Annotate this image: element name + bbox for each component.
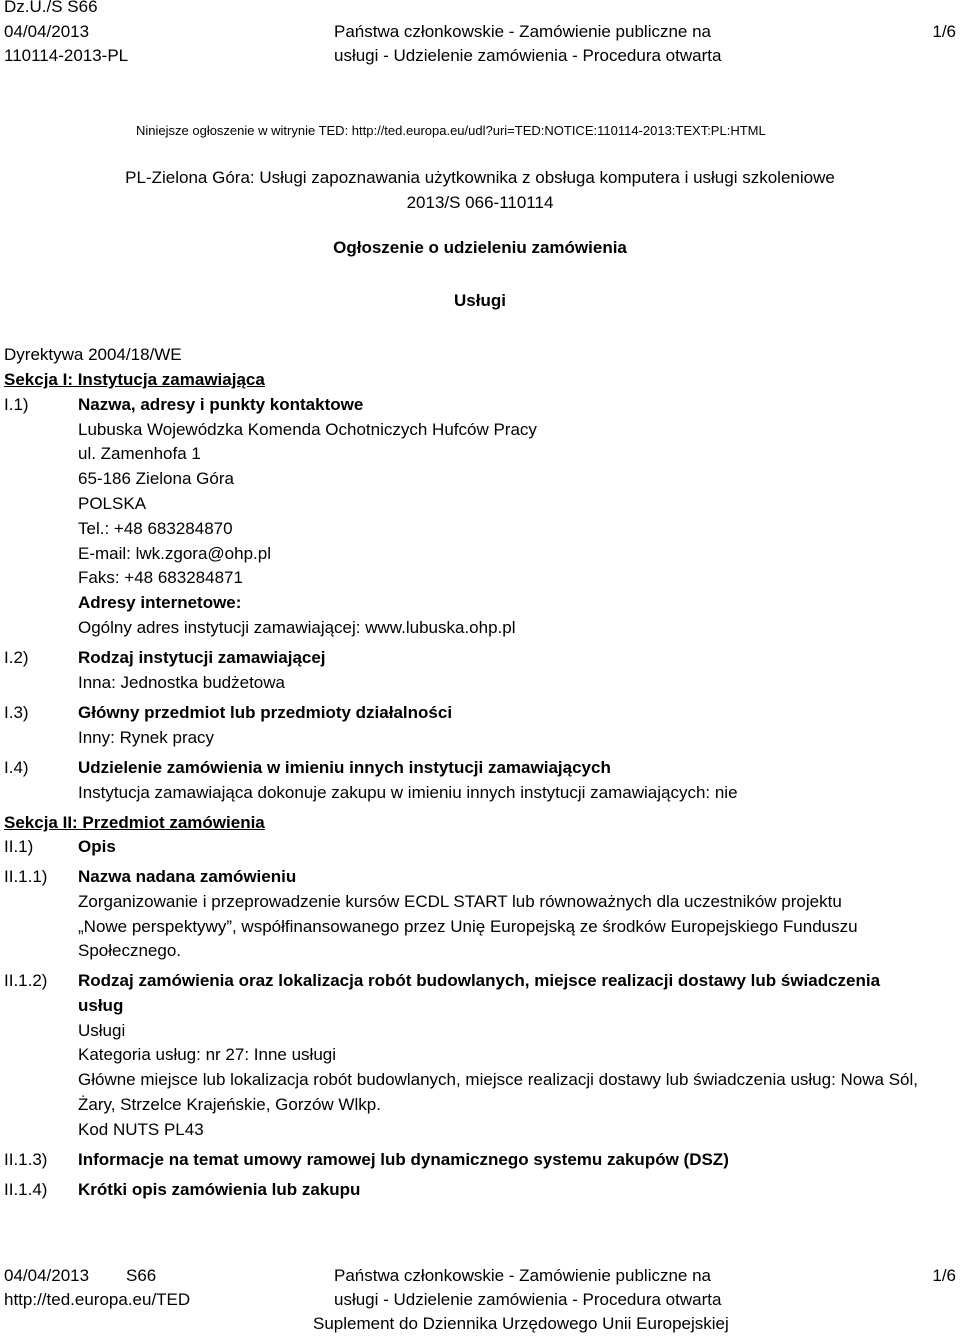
ii11-text-line2: „Nowe perspektywy”, współfinansowanego przez Unię Europejską ze środków Europejskiego Funduszu <box>78 917 858 936</box>
ii12-nuts: Kod NUTS PL43 <box>78 1120 204 1139</box>
ii11-text-line1: Zorganizowanie i przeprowadzenie kursów ECDL START lub równoważnych dla uczestników projektu <box>78 892 842 911</box>
i3-title: Główny przedmiot lub przedmioty działalności <box>78 703 453 722</box>
email-row <box>78 544 271 564</box>
i3-value: Inny: Rynek pracy <box>78 728 215 747</box>
street: ul. Zamenhofa 1 <box>78 444 201 463</box>
ii12-number: II.1.2) <box>4 971 48 990</box>
i2-title: Rodzaj instytucji zamawiającej <box>78 648 326 667</box>
ii13-title: Informacje na temat umowy ramowej lub dynamicznego systemu zakupów (DSZ) <box>78 1150 729 1169</box>
email-link[interactable]: lwk.zgora@ohp.pl <box>135 544 272 563</box>
section2-heading: Sekcja II: Przedmiot zamówienia <box>4 813 265 832</box>
i4-title: Udzielenie zamówienia w imieniu innych instytucji zamawiających <box>78 758 611 777</box>
i1-title: Nazwa, adresy i punkty kontaktowe <box>78 395 364 414</box>
ii1-title: Opis <box>78 837 116 856</box>
header-page-number: 1/6 <box>932 22 956 41</box>
document-number: 2013/S 066-110114 <box>406 193 554 212</box>
footer-title-line2: usługi - Udzielenie zamówienia - Procedura otwarta <box>334 1290 722 1309</box>
i4-value: Instytucja zamawiająca dokonuje zakupu w imieniu innych instytucji zamawiających: nie <box>78 783 738 802</box>
ii11-text-line3: Społecznego. <box>78 941 182 960</box>
footer-title-line1: Państwa członkowskie - Zamówienie publiczne na <box>334 1266 712 1285</box>
directive: Dyrektywa 2004/18/WE <box>4 345 182 364</box>
general-address-link[interactable]: www.lubuska.ohp.pl <box>365 618 516 637</box>
country: POLSKA <box>78 494 147 513</box>
header-title-line1: Państwa członkowskie - Zamówienie publiczne na <box>334 22 712 41</box>
ii11-title: Nazwa nadana zamówieniu <box>78 867 297 886</box>
notice-type-heading: Ogłoszenie o udzieleniu zamówienia <box>333 238 627 257</box>
city: 65-186 Zielona Góra <box>78 469 234 488</box>
i2-value: Inna: Jednostka budżetowa <box>78 673 285 692</box>
journal-ref: Dz.U./S S66 <box>4 0 98 16</box>
document-title: PL-Zielona Góra: Usługi zapoznawania użytkownika z obsługa komputera i usługi szkoleniowe <box>125 168 835 187</box>
ii12-title-line2: usług <box>78 996 124 1015</box>
ii14-number: II.1.4) <box>4 1180 48 1199</box>
footer-page-number: 1/6 <box>932 1266 956 1285</box>
ii12-category: Kategoria usług: nr 27: Inne usługi <box>78 1045 337 1064</box>
footer-url[interactable]: http://ted.europa.eu/TED <box>4 1290 191 1309</box>
internet-addresses-heading: Adresy internetowe: <box>78 593 242 612</box>
i3-number: I.3) <box>4 703 29 722</box>
footer-date: 04/04/2013 <box>4 1266 90 1285</box>
i4-number: I.4) <box>4 758 29 777</box>
ii12-title-line1: Rodzaj zamówienia oraz lokalizacja robót budowlanych, miejsce realizacji dostawy lub świadczenia <box>78 971 881 990</box>
email-label: E-mail: <box>78 544 136 563</box>
ii12-place-line1: Główne miejsce lub lokalizacja robót budowlanych, miejsce realizacji dostawy lub świadczenia usług: Nowa Sól, <box>78 1070 919 1089</box>
i1-number: I.1) <box>4 395 29 414</box>
ii13-number: II.1.3) <box>4 1150 48 1169</box>
ii12-type: Usługi <box>78 1021 126 1040</box>
organisation-name: Lubuska Wojewódzka Komenda Ochotniczych Hufców Pracy <box>78 420 537 439</box>
ii14-title: Krótki opis zamówienia lub zakupu <box>78 1180 361 1199</box>
general-address-row <box>78 618 516 638</box>
general-address-label: Ogólny adres instytucji zamawiającej: <box>78 618 366 637</box>
telephone: Tel.: +48 683284870 <box>78 519 233 538</box>
i2-number: I.2) <box>4 648 29 667</box>
footer-series: S66 <box>126 1266 157 1285</box>
ii12-place-line2: Żary, Strzelce Krajeńskie, Gorzów Wlkp. <box>78 1095 381 1114</box>
header-title-line2: usługi - Udzielenie zamówienia - Procedura otwarta <box>334 46 722 65</box>
ted-notice-link[interactable]: Niniejsze ogłoszenie w witrynie TED: http://ted.europa.eu/udl?uri=TED:NOTICE:110114-2013:TEXT:PL:HTML <box>136 123 766 138</box>
header-date: 04/04/2013 <box>4 22 90 41</box>
section1-heading: Sekcja I: Instytucja zamawiająca <box>4 370 265 389</box>
footer-title-line3: Suplement do Dziennika Urzędowego Unii Europejskiej <box>313 1314 729 1333</box>
header-doc-id: 110114-2013-PL <box>4 46 129 65</box>
fax: Faks: +48 683284871 <box>78 568 243 587</box>
category-heading: Usługi <box>454 291 506 310</box>
ii1-number: II.1) <box>4 837 34 856</box>
ii11-number: II.1.1) <box>4 867 48 886</box>
